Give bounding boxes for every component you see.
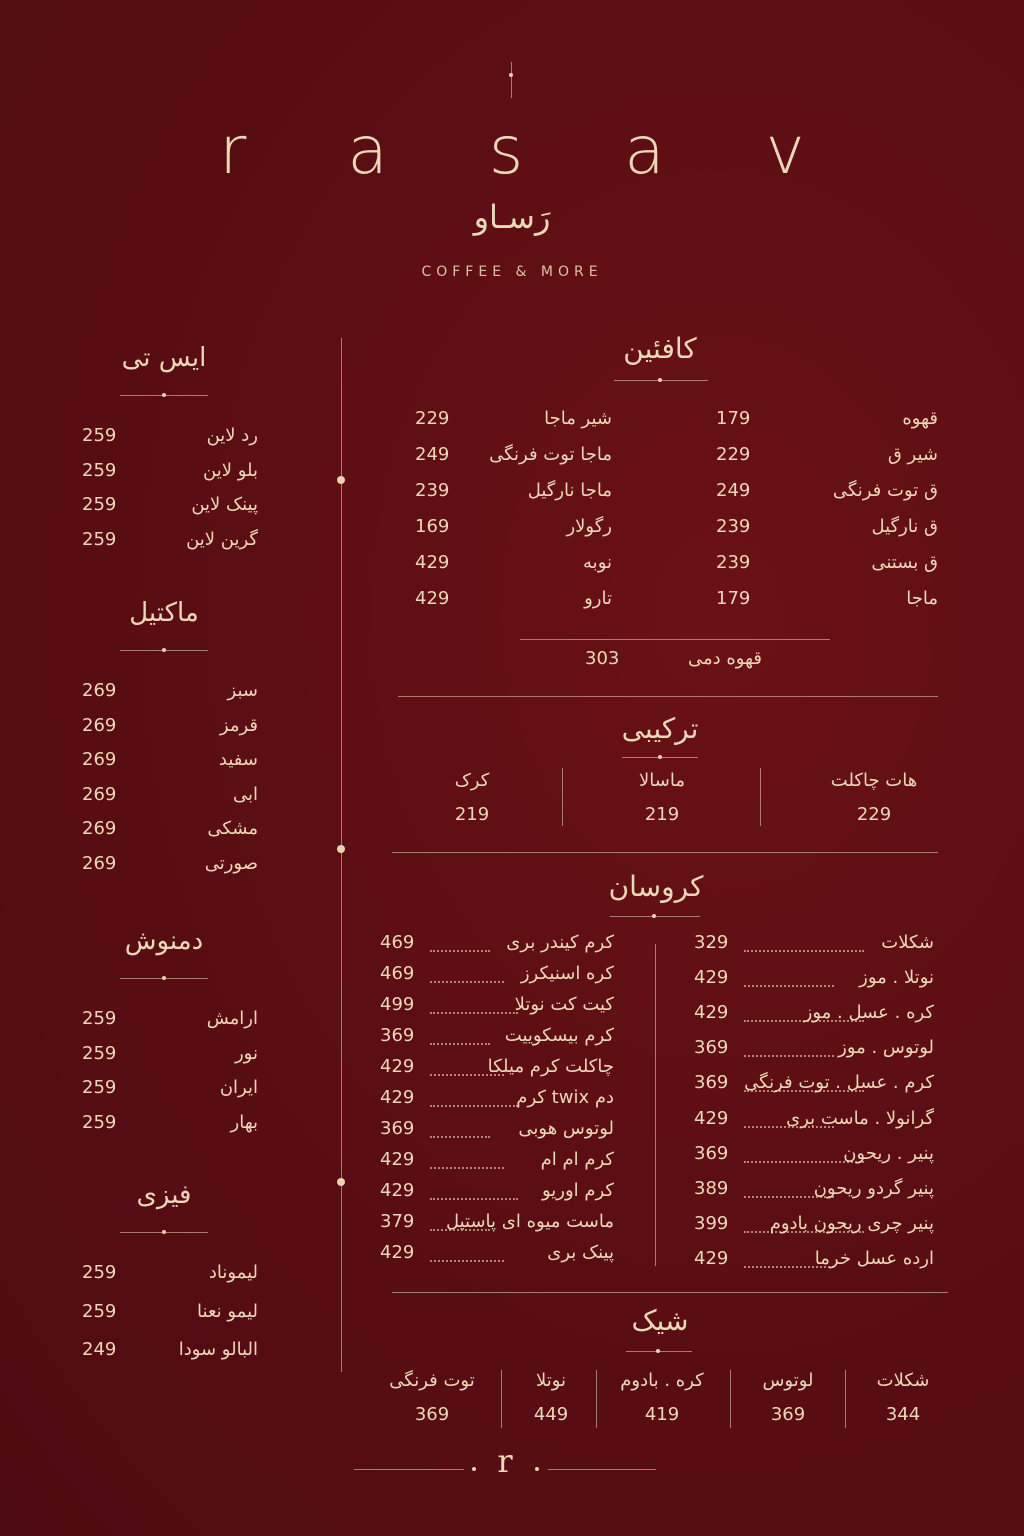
menu-item-price: 259 xyxy=(82,459,117,481)
menu-item-name: گرانولا . ماست بری xyxy=(786,1107,934,1129)
menu-item-name: کرم اوریو xyxy=(541,1180,614,1201)
menu-item-price: 269 xyxy=(82,749,117,771)
menu-item-price: 269 xyxy=(82,853,117,874)
divider-dot xyxy=(337,1178,345,1186)
sidebar-section-title: ماکتیل xyxy=(129,598,199,628)
dotted-leader xyxy=(744,1090,864,1092)
menu-item-price: 179 xyxy=(716,588,751,609)
menu-item-price: 269 xyxy=(82,680,117,701)
menu-item-price: 419 xyxy=(644,1404,680,1425)
menu-item-price: 239 xyxy=(716,552,751,573)
menu-item-price: 369 xyxy=(770,1404,806,1425)
menu-item-price: 259 xyxy=(82,1111,117,1133)
menu-item-price: 259 xyxy=(82,528,117,550)
menu-item-name: تارو xyxy=(584,588,612,609)
menu-item-price: 229 xyxy=(415,408,450,429)
menu-item-price: 269 xyxy=(82,783,117,805)
dotted-leader xyxy=(744,1055,834,1057)
menu-item-price: 369 xyxy=(380,1118,415,1139)
dotted-leader xyxy=(744,1126,834,1128)
column-divider xyxy=(760,768,761,826)
menu-item-name: لوتوس هوبی xyxy=(518,1118,614,1139)
menu-item-name: سبز xyxy=(227,680,258,701)
menu-item-price: 249 xyxy=(82,1339,117,1360)
section-separator xyxy=(392,852,938,853)
divider-dot xyxy=(337,845,345,853)
menu-item-name: نور xyxy=(234,1042,258,1064)
menu-item-name: لیمو نعنا xyxy=(197,1300,258,1322)
footer-dot xyxy=(535,1467,539,1471)
menu-item-price: 219 xyxy=(454,804,490,825)
menu-item-price: 179 xyxy=(716,408,751,429)
menu-item-name: لوتوس . موز xyxy=(838,1037,934,1059)
brand-logo: r a s a v xyxy=(219,112,845,189)
dotted-leader xyxy=(744,1196,834,1198)
menu-item-name: قرمز xyxy=(219,714,258,736)
dotted-leader xyxy=(744,1020,864,1022)
menu-item-name: ابی xyxy=(232,783,258,805)
menu-item-price: 303 xyxy=(585,648,620,669)
menu-item-price: 344 xyxy=(885,1404,921,1425)
menu-item-price: 429 xyxy=(415,552,450,573)
menu-item-name: رد لاین xyxy=(206,425,258,446)
menu-item-price: 499 xyxy=(380,994,415,1015)
menu-item-price: 269 xyxy=(82,714,117,736)
dotted-leader xyxy=(430,1260,504,1262)
menu-item-price: 429 xyxy=(694,1002,729,1024)
menu-item-price: 399 xyxy=(694,1212,729,1234)
sidebar-section-title: ایس تی xyxy=(121,343,207,373)
section-title: ترکیبی xyxy=(621,712,699,745)
menu-item-price: 219 xyxy=(644,804,680,825)
menu-item-name: ماجا نارگیل xyxy=(527,480,612,501)
menu-item-name: کیت کت نوتلا xyxy=(514,994,614,1015)
menu-item-price: 259 xyxy=(82,494,117,515)
dotted-leader xyxy=(744,950,864,952)
menu-item-price: 429 xyxy=(694,1107,729,1129)
menu-item-price: 369 xyxy=(694,1072,729,1094)
menu-item-price: 429 xyxy=(380,1087,415,1108)
menu-item-name: توت فرنگی xyxy=(389,1370,475,1391)
sidebar-section-title: دمنوش xyxy=(124,926,204,956)
menu-item-name: لیموناد xyxy=(208,1262,258,1283)
menu-item-price: 329 xyxy=(694,932,729,953)
menu-item-price: 429 xyxy=(380,1149,415,1170)
menu-item-name: کرک xyxy=(454,770,490,791)
menu-item-name: ارامش xyxy=(206,1008,258,1029)
menu-item-name: پنیر گردو ریحون xyxy=(813,1177,934,1199)
dotted-leader xyxy=(430,950,490,952)
menu-item-name: شکلات xyxy=(881,932,934,953)
section-title: کروسان xyxy=(608,870,704,903)
menu-item-name: پینک لاین xyxy=(191,494,258,515)
menu-item-price: 429 xyxy=(694,1247,729,1269)
menu-item-price: 369 xyxy=(694,1037,729,1059)
title-underline-dot xyxy=(658,755,662,759)
sidebar-section-title: فیزی xyxy=(136,1180,192,1210)
menu-item-price: 469 xyxy=(380,963,415,984)
divider-dot xyxy=(337,476,345,484)
footer-line-left xyxy=(354,1469,464,1470)
dotted-leader xyxy=(744,1266,834,1268)
section-separator xyxy=(398,696,938,697)
title-underline-dot xyxy=(162,648,166,652)
header-ornament-dot xyxy=(509,73,513,77)
section-separator xyxy=(392,1292,948,1293)
menu-item-name: کره . بادوم xyxy=(620,1370,704,1391)
menu-item-price: 259 xyxy=(82,1300,117,1322)
menu-item-name: بلو لاین xyxy=(203,459,258,481)
menu-item-name: کرم . عسل . توت فرنگی xyxy=(744,1072,934,1094)
menu-item-price: 249 xyxy=(415,444,450,465)
extra-separator xyxy=(520,639,830,640)
menu-item-price: 259 xyxy=(82,1008,117,1029)
menu-item-price: 229 xyxy=(716,444,751,465)
menu-item-name: هات چاکلت xyxy=(830,770,918,791)
menu-item-name: ماسالا xyxy=(639,770,685,791)
menu-item-price: 369 xyxy=(694,1142,729,1164)
dotted-leader xyxy=(430,981,504,983)
menu-item-name: شیر ماجا xyxy=(544,408,612,429)
menu-item-price: 429 xyxy=(415,588,450,609)
menu-item-price: 449 xyxy=(533,1404,569,1425)
menu-item-price: 429 xyxy=(380,1056,415,1077)
menu-item-name: پینک بری xyxy=(547,1242,614,1263)
header-ornament-line xyxy=(511,62,512,98)
dotted-leader xyxy=(430,1229,490,1231)
title-underline-dot xyxy=(162,393,166,397)
section-title: کافئین xyxy=(623,332,697,365)
footer-line-right xyxy=(548,1469,656,1470)
menu-item-price: 269 xyxy=(82,818,117,840)
menu-item-name: ق بستنی xyxy=(871,552,938,573)
menu-item-name: گرین لاین xyxy=(186,528,258,550)
vertical-divider xyxy=(341,338,342,1372)
tagline: COFFEE & MORE xyxy=(421,264,603,280)
menu-item-name: چاکلت کرم میلکا xyxy=(487,1056,614,1077)
menu-item-name: نوبه xyxy=(583,552,612,573)
dotted-leader xyxy=(744,1231,864,1233)
menu-item-name: دم twix کرم xyxy=(516,1087,614,1108)
menu-item-name: شیر ق xyxy=(887,444,938,465)
menu-item-price: 379 xyxy=(380,1211,415,1232)
menu-item-name: ماجا توت فرنگی xyxy=(489,444,612,465)
menu-item-name: ق توت فرنگی xyxy=(832,480,938,501)
menu-item-price: 469 xyxy=(380,932,415,953)
menu-item-name: ق نارگیل xyxy=(871,516,938,537)
menu-item-price: 259 xyxy=(82,1262,117,1283)
menu-item-name: نوتلا . موز xyxy=(859,967,934,989)
menu-item-price: 429 xyxy=(380,1180,415,1201)
dotted-leader xyxy=(430,1105,518,1107)
menu-item-price: 239 xyxy=(716,516,751,537)
menu-item-name: مشکی xyxy=(207,818,258,840)
dotted-leader xyxy=(430,1198,518,1200)
footer-dot xyxy=(472,1467,476,1471)
footer-mark: r xyxy=(497,1442,513,1480)
menu-item-name: سفید xyxy=(218,749,258,771)
dotted-leader xyxy=(430,1167,504,1169)
menu-item-name: کرم کیندر بری xyxy=(506,932,614,953)
menu-item-price: 389 xyxy=(694,1177,729,1199)
menu-item-name: ایران xyxy=(219,1077,258,1098)
menu-item-price: 259 xyxy=(82,425,117,446)
menu-item-price: 369 xyxy=(414,1404,450,1425)
menu-item-price: 369 xyxy=(380,1025,415,1046)
menu-item-price: 249 xyxy=(716,480,751,501)
menu-item-price: 429 xyxy=(380,1242,415,1263)
menu-item-price: 259 xyxy=(82,1077,117,1098)
menu-item-name: لوتوس xyxy=(762,1370,814,1391)
menu-item-name: قهوه xyxy=(902,408,938,429)
dotted-leader xyxy=(430,1074,504,1076)
menu-item-name: کره اسنیکرز xyxy=(520,963,614,984)
dotted-leader xyxy=(430,1012,518,1014)
dotted-leader xyxy=(744,1161,864,1163)
menu-item-name: شکلات xyxy=(876,1370,930,1391)
title-underline-dot xyxy=(162,1230,166,1234)
dotted-leader xyxy=(430,1136,490,1138)
menu-item-name: نوتلا xyxy=(535,1370,567,1391)
menu-item-name: ارده عسل خرما xyxy=(814,1247,934,1269)
menu-item-price: 229 xyxy=(856,804,892,825)
menu-item-name: پنیر چری ریحون بادوم xyxy=(769,1212,934,1234)
menu-item-name: قهوه دمی xyxy=(687,648,762,669)
dotted-leader xyxy=(430,1043,490,1045)
menu-item-name: رگولار xyxy=(566,516,612,537)
menu-item-name: پنیر . ریحون xyxy=(843,1142,934,1164)
column-divider xyxy=(655,944,656,1266)
title-underline-dot xyxy=(658,378,662,382)
menu-item-price: 169 xyxy=(415,516,450,537)
menu-item-price: 259 xyxy=(82,1042,117,1064)
section-title: شیک xyxy=(631,1304,689,1337)
menu-item-name: البالو سودا xyxy=(178,1339,258,1360)
menu-item-name: ماجا xyxy=(906,588,938,609)
menu-item-name: صورتی xyxy=(204,853,258,874)
menu-item-name: بهار xyxy=(230,1111,258,1133)
menu-item-name: کره . عسل . موز xyxy=(803,1002,934,1024)
menu-item-name: ماست میوه ای پاستیل xyxy=(445,1211,614,1232)
menu-item-price: 429 xyxy=(694,967,729,989)
brand-persian: رَسـاو xyxy=(473,198,551,236)
title-underline-dot xyxy=(656,1349,660,1353)
dotted-leader xyxy=(744,985,834,987)
title-underline-dot xyxy=(652,914,656,918)
menu-item-price: 239 xyxy=(415,480,450,501)
column-divider xyxy=(562,768,563,826)
title-underline-dot xyxy=(162,976,166,980)
menu-item-name: کرم ام ام xyxy=(540,1149,614,1170)
menu-item-name: کرم بیسکوییت xyxy=(504,1025,614,1046)
